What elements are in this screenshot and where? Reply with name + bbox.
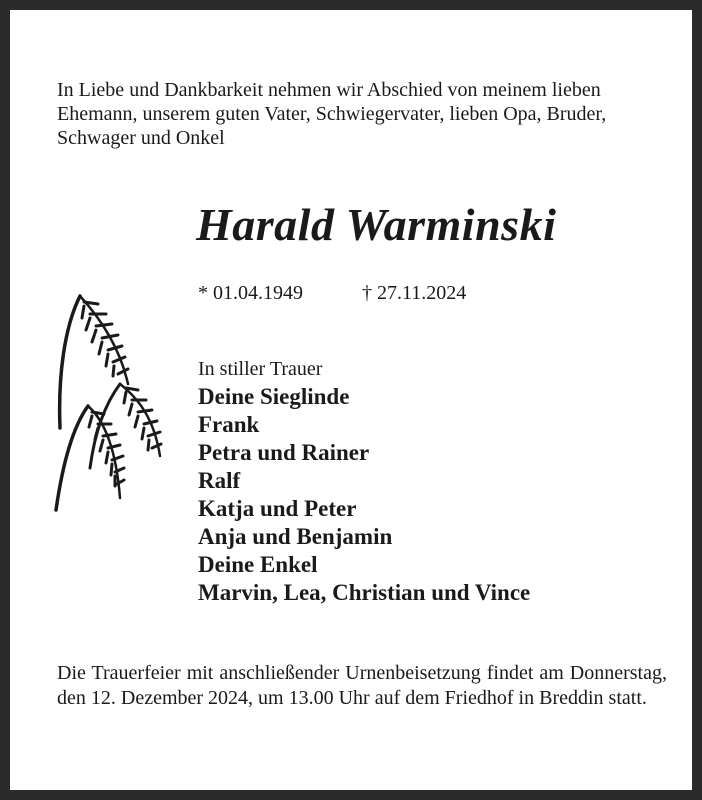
mourner-name: Deine Enkel [198,552,318,577]
mourners-list [198,383,530,607]
wheat-ears-icon [50,288,170,518]
mourning-label: In stiller Trauer [198,358,323,380]
funeral-service-info: Die Trauerfeier mit anschließender Urnenbeisetzung findet am Donnerstag, den 12. Dezember 2024, um 13.00 Uhr auf dem Friedhof in Breddin statt. [57,662,667,709]
mourner-name: Anja und Benjamin [198,524,393,549]
deceased-name: Harald Warminski [196,199,557,250]
mourner-name: Frank [198,412,260,437]
mourner-name: Petra und Rainer [198,440,370,465]
mourner-name: Marvin, Lea, Christian und Vince [198,580,531,605]
birth-date: * 01.04.1949 [198,282,303,304]
intro-text: In Liebe und Dankbarkeit nehmen wir Abschied von meinem lieben Ehemann, unserem guten Vater, Schwiegervater, lieben Opa, Bruder, Schwager und Onkel [57,79,607,149]
mourner-name: Deine Sieglinde [198,384,350,409]
mourner-name: Ralf [198,468,241,493]
mourner-name: Katja und Peter [198,496,357,521]
death-date: † 27.11.2024 [362,282,467,304]
